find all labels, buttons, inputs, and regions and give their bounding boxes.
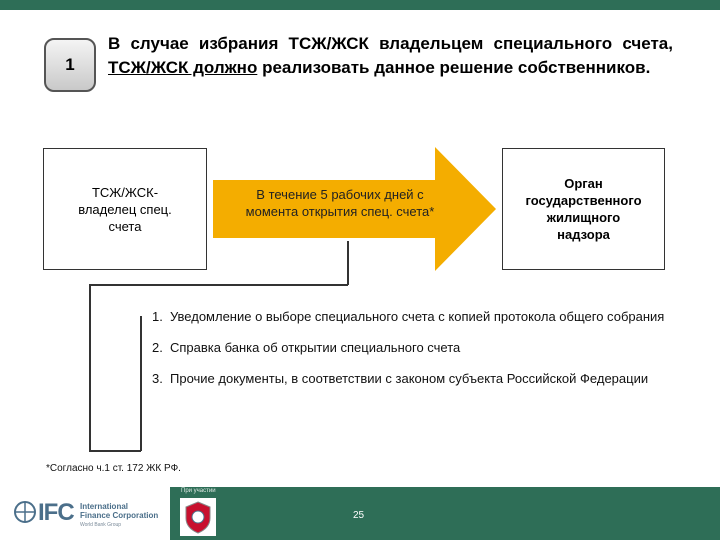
ifc-logo-text: IFC xyxy=(38,499,74,526)
step-number: 1 xyxy=(65,55,75,74)
documents-list xyxy=(152,308,672,401)
heading-part-2: реализовать данное решение собственников. xyxy=(262,58,651,77)
arrow-line-1: В течение 5 рабочих дней с xyxy=(256,187,424,202)
list-item-number: 3. xyxy=(152,371,163,386)
connector-vertical-long xyxy=(89,284,91,451)
step-number-badge xyxy=(44,38,96,92)
ifc-org-line-1: International xyxy=(80,502,129,511)
ifc-org-line-2: Finance Corporation xyxy=(80,511,159,520)
connector-horizontal xyxy=(89,284,348,286)
ifc-org-subtitle: World Bank Group xyxy=(80,522,122,528)
list-item-text: Справка банка об открытии специального счета xyxy=(170,340,461,355)
footer-bar xyxy=(0,487,720,540)
target-line-4: надзора xyxy=(557,227,610,242)
list-bracket-vertical xyxy=(140,316,142,451)
page-number: 25 xyxy=(353,510,365,521)
arrow-label xyxy=(215,186,465,220)
list-item xyxy=(152,370,672,388)
heading-underlined: ТСЖ/ЖСК должно xyxy=(108,58,258,77)
connector-bottom xyxy=(89,450,141,452)
target-box-housing-authority xyxy=(502,148,665,270)
list-item-text: Уведомление о выборе специального счета с копией протокола общего собрания xyxy=(170,309,665,324)
globe-icon xyxy=(14,501,36,523)
partner-label: При участии xyxy=(181,488,216,494)
list-item-text: Прочие документы, в соответствии с законом субъекта Российской Федерации xyxy=(170,371,649,386)
slide-heading xyxy=(108,32,673,80)
source-line-3: счета xyxy=(108,218,142,234)
arrow-line-2: момента открытия спец. счета* xyxy=(245,204,435,219)
ifc-org-name xyxy=(80,502,165,520)
list-item-number: 1. xyxy=(152,309,163,324)
target-line-3: жилищного xyxy=(546,210,621,225)
list-item-number: 2. xyxy=(152,340,163,355)
source-box-hoa xyxy=(43,148,207,270)
target-line-1: Орган xyxy=(564,176,603,191)
ifc-logo-panel xyxy=(0,487,170,540)
list-item xyxy=(152,308,672,326)
list-item xyxy=(152,339,672,357)
source-line-2: владелец спец. xyxy=(78,201,172,217)
connector-vertical-short xyxy=(347,241,349,285)
footnote: *Согласно ч.1 ст. 172 ЖК РФ. xyxy=(46,463,181,474)
heading-part-1: В случае избрания ТСЖ/ЖСК владельцем специального счета, xyxy=(108,34,673,53)
source-line-1: ТСЖ/ЖСК- xyxy=(91,184,159,200)
target-line-2: государственного xyxy=(525,193,642,208)
top-accent-bar xyxy=(0,0,720,10)
partner-emblem-icon xyxy=(180,498,216,536)
